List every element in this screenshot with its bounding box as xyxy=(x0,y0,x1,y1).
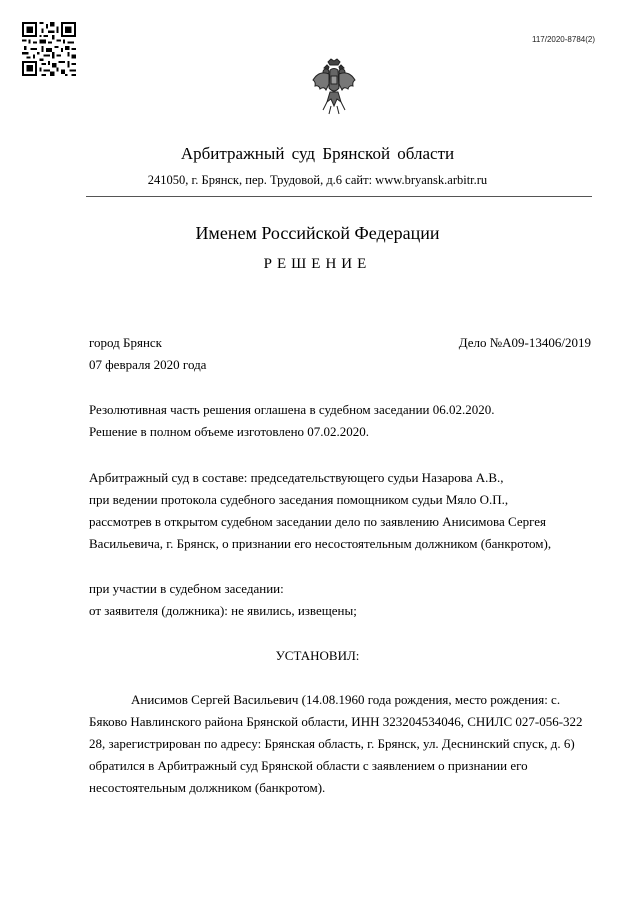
court-address: 241050, г. Брянск, пер. Трудовой, д.6 сайт: www.bryansk.arbitr.ru xyxy=(147,173,488,187)
participants-line-1: при участии в судебном заседании: xyxy=(89,581,284,596)
russian-coat-of-arms-icon xyxy=(311,58,357,116)
composition-line-1: Арбитражный суд в составе: председательствующего судьи Назарова А.В., xyxy=(89,470,504,485)
participants-line-2: от заявителя (должника): не явились, извещены; xyxy=(89,603,357,618)
on-behalf-heading: Именем Российской Федерации xyxy=(195,223,440,243)
body-line-1: Анисимов Сергей Васильевич (14.08.1960 года рождения, место рождения: с. xyxy=(131,692,561,707)
composition-line-2: при ведении протокола судебного заседания помощником судьи Мяло О.П., xyxy=(89,492,509,507)
composition-line-3: рассмотрев в открытом судебном заседании дело по заявлению Анисимова Сергея xyxy=(89,514,547,529)
case-number: Дело №А09-13406/2019 xyxy=(458,335,591,350)
body-line-5: несостоятельным должником (банкротом). xyxy=(89,780,326,795)
qr-code-icon xyxy=(22,22,76,76)
announce-line-2: Решение в полном объеме изготовлено 07.02.2020. xyxy=(89,424,370,439)
decision-date: 07 февраля 2020 года xyxy=(89,357,207,372)
city: город Брянск xyxy=(89,335,162,350)
body-line-2: Бяково Навлинского района Брянской области, ИНН 323204534046, СНИЛС 027-056-322 xyxy=(89,714,583,729)
body-line-3: 28, зарегистрирован по адресу: Брянская область, г. Брянск, ул. Деснинский спуск, д. 6) xyxy=(89,736,575,751)
decision-title: РЕШЕНИЕ xyxy=(263,256,372,272)
composition-line-4: Васильевича, г. Брянск, о признании его несостоятельным должником (банкротом), xyxy=(89,536,552,551)
announce-line-1: Резолютивная часть решения оглашена в судебном заседании 06.02.2020. xyxy=(89,402,495,417)
established-heading: УСТАНОВИЛ: xyxy=(275,648,360,663)
header-divider xyxy=(86,196,592,197)
court-name: Арбитражный суд Брянской области xyxy=(180,144,455,163)
body-line-4: обратился в Арбитражный суд Брянской области с заявлением о признании его xyxy=(89,758,528,773)
document-number: 117/2020-8784(2) xyxy=(531,35,595,44)
